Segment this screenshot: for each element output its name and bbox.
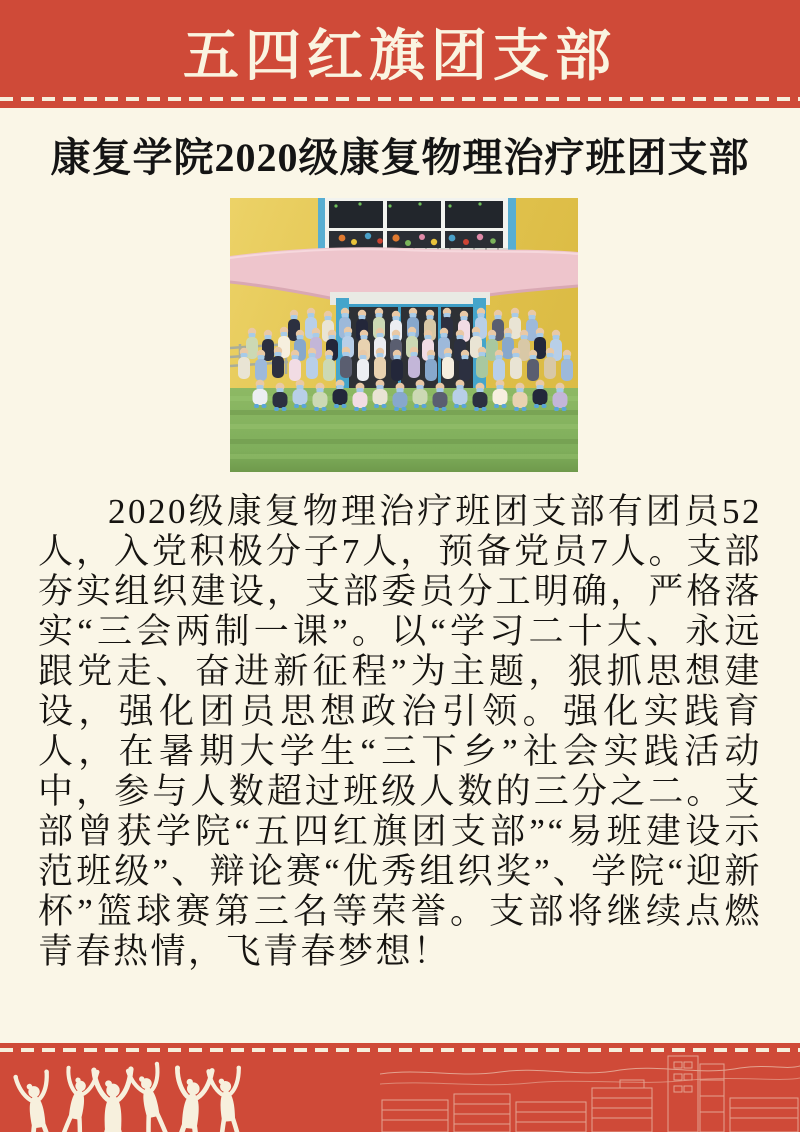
campus-skyline-icon xyxy=(380,1050,800,1132)
dashed-divider-top xyxy=(0,97,800,101)
top-banner xyxy=(0,0,800,108)
section-heading: 康复学院2020级康复物理治疗班团支部 xyxy=(50,135,750,180)
group-photo xyxy=(230,198,578,472)
group-photo-scene xyxy=(230,198,578,472)
bottom-banner xyxy=(0,1043,800,1132)
body-paragraph: 2020级康复物理治疗班团支部有团员52人，入党积极分子7人，预备党员7人。支部夯实组织建设，支部委员分工明确，严格落实“三会两制一课”。以“学习二十大、永远跟党走、奋进新征程”为主题，狠抓思想建设，强化团员思想政治引领。强化实践育人，在暑期大学生“三下乡”社会实践活动中，参与人数超过班级人数的三分之二。支部曾获学院“五四红旗团支部”“易班建设示范班级”、辩论赛“优秀组织奖”、学院“迎新杯”篮球赛第三名等荣誉。支部将继续点燃青春热情，飞青春梦想！ xyxy=(38,492,762,971)
banner-title: 五四红旗团支部 xyxy=(183,26,617,88)
celebrating-people-icon xyxy=(0,1052,270,1132)
